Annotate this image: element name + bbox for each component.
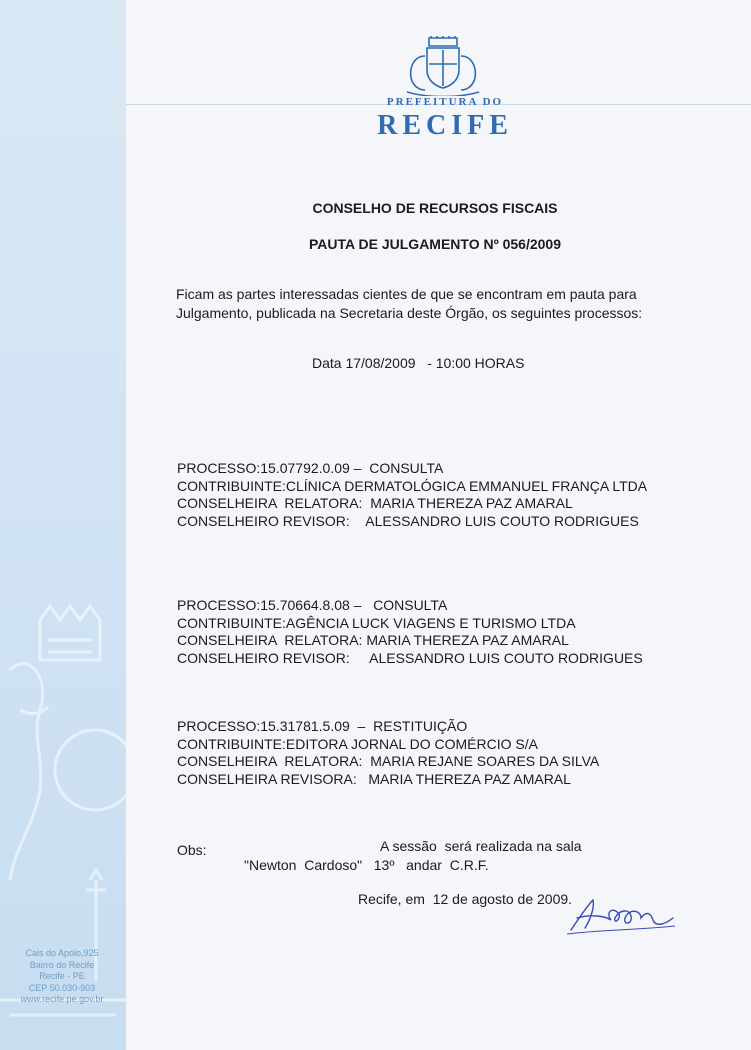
- relator-value: MARIA THEREZA PAZ AMARAL: [366, 632, 569, 648]
- process-block: [177, 597, 717, 667]
- address-line: Bairro do Recife: [29, 959, 95, 970]
- contribuinte-label: CONTRIBUINTE:: [177, 614, 286, 631]
- document-title: CONSELHO DE RECURSOS FISCAIS: [312, 200, 558, 216]
- contribuinte-value: EDITORA JORNAL DO COMÉRCIO S/A: [285, 735, 538, 752]
- contribuinte-value: CLÍNICA DERMATOLÓGICA EMMANUEL FRANÇA LTDA: [285, 477, 648, 494]
- relator-value: MARIA THEREZA PAZ AMARAL: [370, 495, 573, 511]
- processo-value: 15.70664.8.08 – CONSULTA: [260, 597, 448, 613]
- revisor-label: CONSELHEIRO REVISOR:: [177, 649, 370, 666]
- address-line: CEP 50.030-903: [28, 982, 96, 993]
- revisor-value: ALESSANDRO LUIS COUTO RODRIGUES: [369, 649, 643, 666]
- address-line: Recife - PE: [39, 971, 85, 981]
- session-date: Data 17/08/2009 - 10:00 HORAS: [312, 355, 525, 371]
- process-block: [177, 460, 717, 530]
- website-link[interactable]: www.recife.pe.gov.br: [20, 994, 104, 1004]
- contribuinte-label: CONTRIBUINTE:: [177, 477, 286, 494]
- address-block: [6, 948, 118, 1006]
- revisor-value: MARIA THEREZA PAZ AMARAL: [368, 770, 571, 787]
- obs-label: Obs:: [177, 842, 207, 858]
- document-subtitle: PAUTA DE JULGAMENTO Nº 056/2009: [309, 236, 561, 252]
- revisor-label: CONSELHEIRA REVISORA:: [177, 770, 369, 787]
- revisor-value: ALESSANDRO LUIS COUTO RODRIGUES: [365, 512, 639, 529]
- obs-text-line1: A sessão será realizada na sala: [380, 838, 582, 854]
- prefeitura-label: PREFEITURA DO: [386, 96, 504, 108]
- intro-paragraph: Ficam as partes interessadas cientes de que se encontram em pauta para Julgamento, publicada na Secretaria deste Órgão, os seguintes processos:: [176, 286, 643, 321]
- relator-value: MARIA REJANE SOARES DA SILVA: [370, 753, 600, 769]
- relator-label: CONSELHEIRA RELATORA:: [177, 753, 371, 769]
- process-block: [177, 718, 717, 788]
- processo-value: 15.31781.5.09 – RESTITUIÇÃO: [260, 718, 468, 734]
- handwritten-signature: [565, 892, 680, 937]
- obs-text-line2: "Newton Cardoso" 13º andar C.R.F.: [244, 857, 489, 873]
- processo-label: PROCESSO:: [177, 597, 261, 613]
- address-line: Cais do Apolo,925: [25, 948, 99, 958]
- processo-label: PROCESSO:: [177, 718, 261, 734]
- relator-label: CONSELHEIRA RELATORA:: [177, 632, 367, 648]
- recife-logo-text: RECIFE: [377, 110, 513, 141]
- contribuinte-value: AGÊNCIA LUCK VIAGENS E TURISMO LTDA: [285, 614, 576, 631]
- place-and-date: Recife, em 12 de agosto de 2009.: [358, 891, 573, 907]
- relator-label: CONSELHEIRA RELATORA:: [177, 495, 371, 511]
- contribuinte-label: CONTRIBUINTE:: [177, 735, 286, 752]
- processo-value: 15.07792.0.09 – CONSULTA: [260, 460, 444, 476]
- sidebar-band: [0, 0, 126, 1050]
- processo-label: PROCESSO:: [177, 460, 261, 476]
- city-coat-of-arms-icon: [403, 36, 483, 96]
- revisor-label: CONSELHEIRO REVISOR:: [177, 512, 366, 529]
